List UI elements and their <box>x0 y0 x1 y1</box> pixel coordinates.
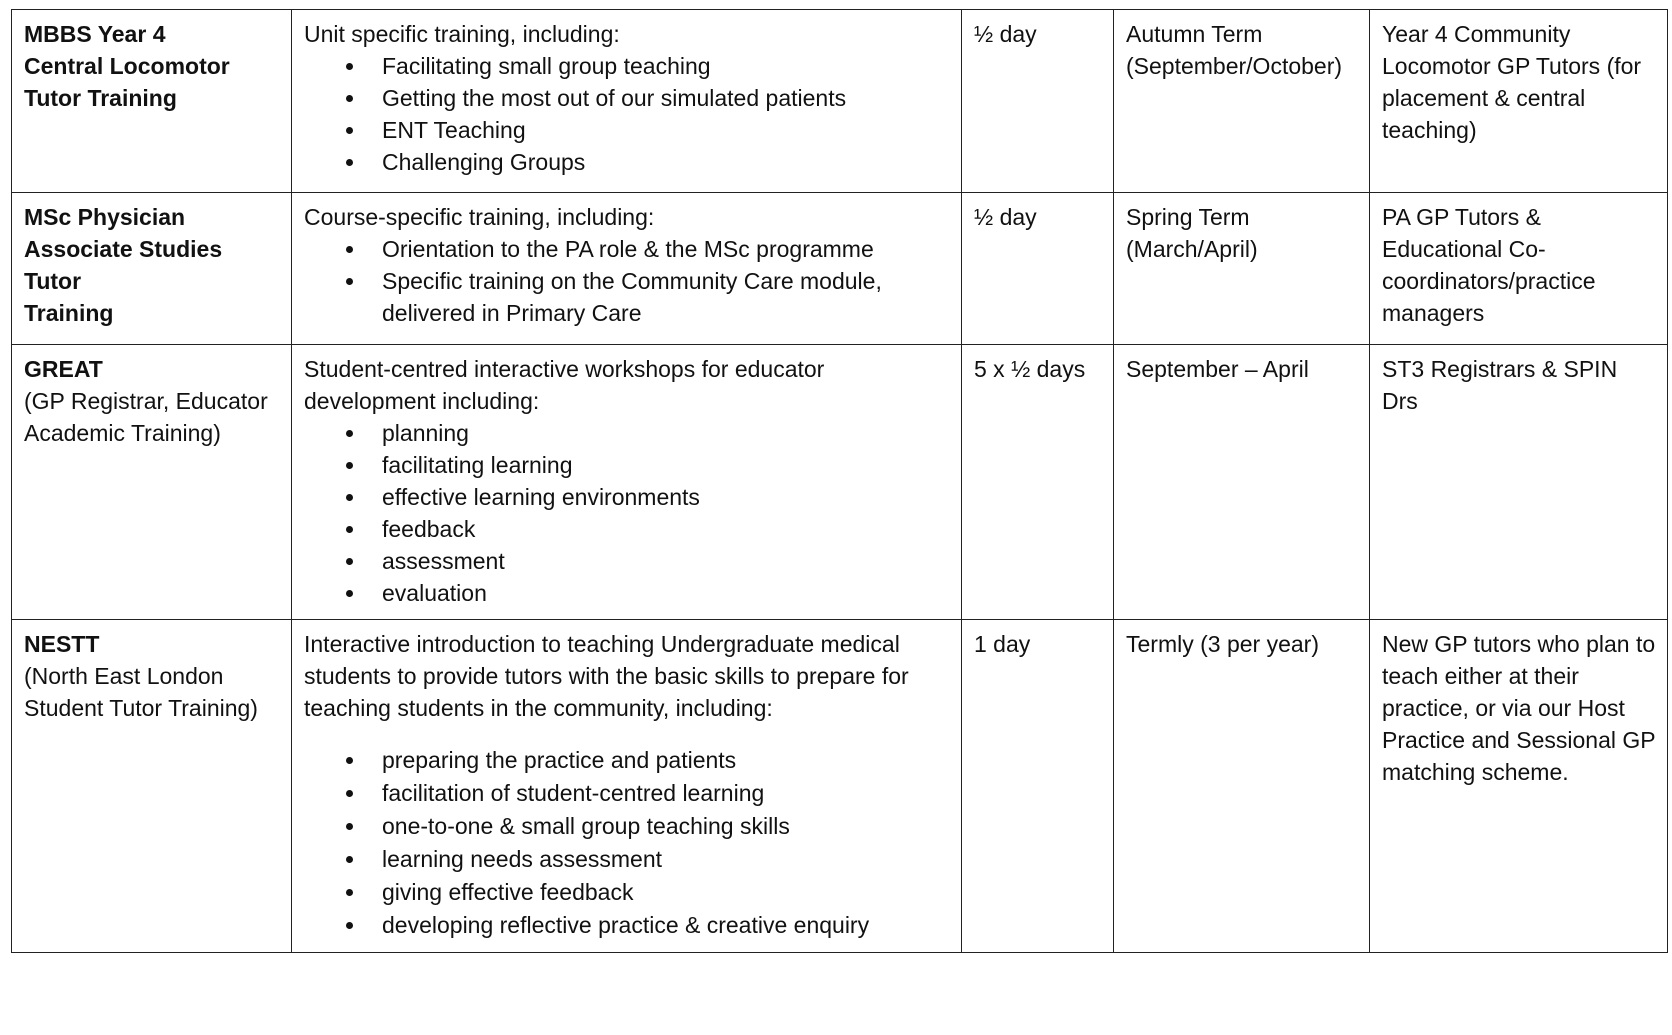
list-item: one-to-one & small group teaching skills <box>342 810 951 843</box>
course-title-bold: GREAT <box>24 356 103 382</box>
list-item: Facilitating small group teaching <box>342 50 951 82</box>
table-row <box>12 620 1668 953</box>
duration-cell: ½ day <box>962 10 1114 193</box>
list-item: preparing the practice and patients <box>342 744 951 777</box>
list-item: ENT Teaching <box>342 114 951 146</box>
course-title-sub: (GP Registrar, Educator Academic Training) <box>24 388 268 446</box>
course-title-line: Central Locomotor <box>24 53 230 79</box>
content-intro: Interactive introduction to teaching Undergraduate medical students to provide tutors with the basic skills to prepare for teaching students in the community, including: <box>304 631 909 721</box>
timing-cell: Spring Term (March/April) <box>1114 193 1370 345</box>
duration-cell: 1 day <box>962 620 1114 953</box>
list-item: learning needs assessment <box>342 843 951 876</box>
duration-cell: ½ day <box>962 193 1114 345</box>
course-title-cell <box>12 620 292 953</box>
audience-cell: ST3 Registrars & SPIN Drs <box>1370 345 1668 620</box>
content-intro: Student-centred interactive workshops for educator development including: <box>304 356 825 414</box>
course-title-line: MBBS Year 4 <box>24 21 166 47</box>
list-item: Specific training on the Community Care module, delivered in Primary Care <box>342 265 951 329</box>
course-content-cell <box>292 193 962 345</box>
timing-cell: Autumn Term (September/October) <box>1114 10 1370 193</box>
course-title-sub: (North East London Student Tutor Training) <box>24 663 258 721</box>
course-title-cell <box>12 345 292 620</box>
course-content-cell <box>292 620 962 953</box>
table-row <box>12 10 1668 193</box>
table-row <box>12 345 1668 620</box>
audience-cell: New GP tutors who plan to teach either at their practice, or via our Host Practice and Sessional GP matching scheme. <box>1370 620 1668 953</box>
list-item: giving effective feedback <box>342 876 951 909</box>
list-item: facilitation of student-centred learning <box>342 777 951 810</box>
content-intro: Unit specific training, including: <box>304 21 620 47</box>
content-list <box>304 417 951 609</box>
course-title-line: Associate Studies Tutor <box>24 236 223 294</box>
list-item: evaluation <box>342 577 951 609</box>
content-intro: Course-specific training, including: <box>304 204 655 230</box>
course-title-bold: NESTT <box>24 631 100 657</box>
list-item: Orientation to the PA role & the MSc programme <box>342 233 951 265</box>
duration-cell: 5 x ½ days <box>962 345 1114 620</box>
course-content-cell <box>292 345 962 620</box>
list-item: planning <box>342 417 951 449</box>
course-title-cell <box>12 193 292 345</box>
course-content-cell <box>292 10 962 193</box>
list-item: feedback <box>342 513 951 545</box>
list-item: effective learning environments <box>342 481 951 513</box>
list-item: assessment <box>342 545 951 577</box>
list-item: Getting the most out of our simulated patients <box>342 82 951 114</box>
course-title-line: Tutor Training <box>24 85 177 111</box>
course-title-line: MSc Physician <box>24 204 186 230</box>
table-row <box>12 193 1668 345</box>
timing-cell: Termly (3 per year) <box>1114 620 1370 953</box>
list-item: developing reflective practice & creative enquiry <box>342 909 951 942</box>
course-title-line: Training <box>24 300 114 326</box>
content-list <box>304 50 951 178</box>
list-item: Challenging Groups <box>342 146 951 178</box>
content-list <box>304 233 951 329</box>
list-item: facilitating learning <box>342 449 951 481</box>
training-table <box>11 9 1668 953</box>
audience-cell: Year 4 Community Locomotor GP Tutors (for placement & central teaching) <box>1370 10 1668 193</box>
audience-cell: PA GP Tutors & Educational Co-coordinators/practice managers <box>1370 193 1668 345</box>
course-title-cell <box>12 10 292 193</box>
timing-cell: September – April <box>1114 345 1370 620</box>
content-list <box>304 744 951 942</box>
